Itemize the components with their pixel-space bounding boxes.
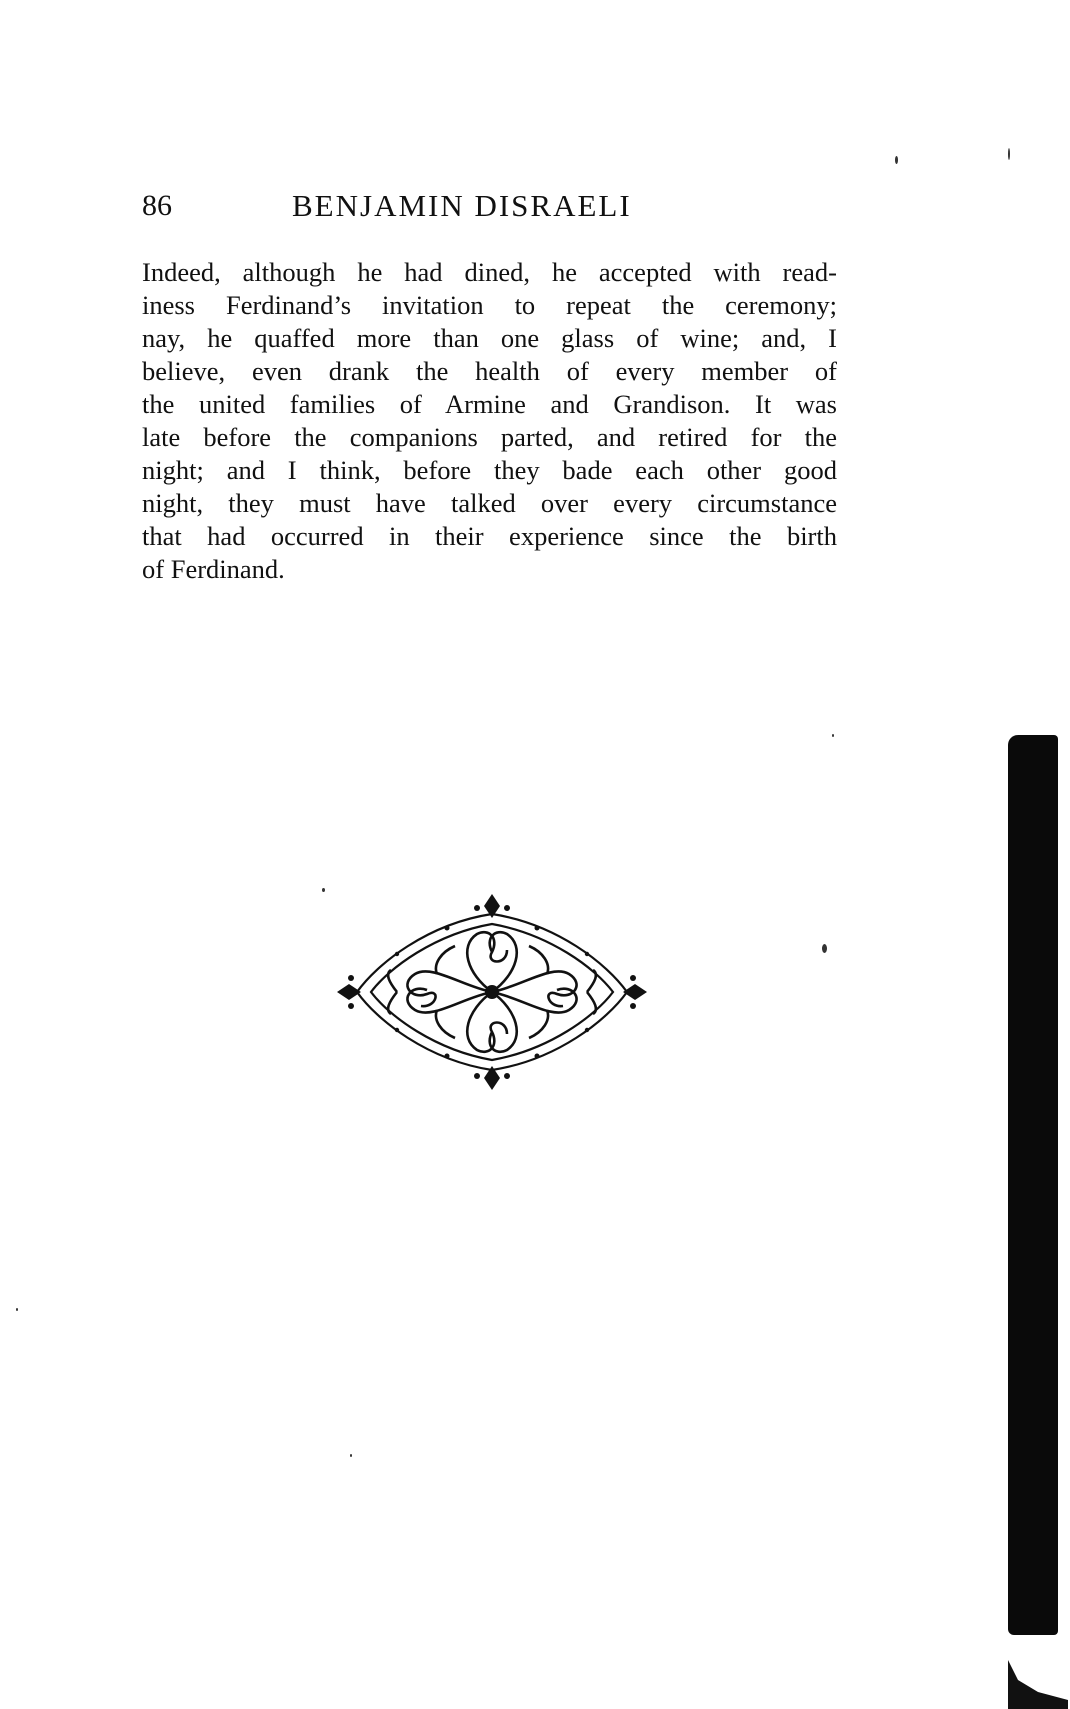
- text-line: night; and I think, before they bade each other good: [142, 455, 837, 485]
- scan-speck: [1008, 148, 1010, 160]
- scan-corner-mark-icon: [1008, 1620, 1068, 1709]
- scan-speck: [822, 944, 827, 953]
- text-line: believe, even drank the health of every member of: [142, 356, 837, 386]
- text-line: that had occurred in their experience since the birth: [142, 521, 837, 551]
- body-paragraph: [142, 256, 837, 586]
- page-number: 86: [142, 189, 172, 222]
- scan-speck: [895, 156, 898, 164]
- text-line: Indeed, although he had dined, he accepted with read-: [142, 257, 837, 287]
- running-title: BENJAMIN DISRAELI: [292, 188, 632, 223]
- text-line: of Ferdinand.: [142, 554, 285, 584]
- text-line: iness Ferdinand’s invitation to repeat the ceremony;: [142, 290, 837, 320]
- text-line: the united families of Armine and Grandison. It was: [142, 389, 837, 419]
- scan-speck: [832, 734, 834, 737]
- scan-speck: [322, 888, 325, 892]
- scan-speck: [350, 1454, 352, 1457]
- floral-tailpiece-ornament-icon: [337, 894, 647, 1090]
- text-line: night, they must have talked over every circumstance: [142, 488, 837, 518]
- running-head: [142, 186, 842, 226]
- scan-speck: [16, 1308, 18, 1311]
- text-line: late before the companions parted, and retired for the: [142, 422, 837, 452]
- text-line: nay, he quaffed more than one glass of wine; and, I: [142, 323, 837, 353]
- scan-binding-shadow: [1008, 735, 1058, 1635]
